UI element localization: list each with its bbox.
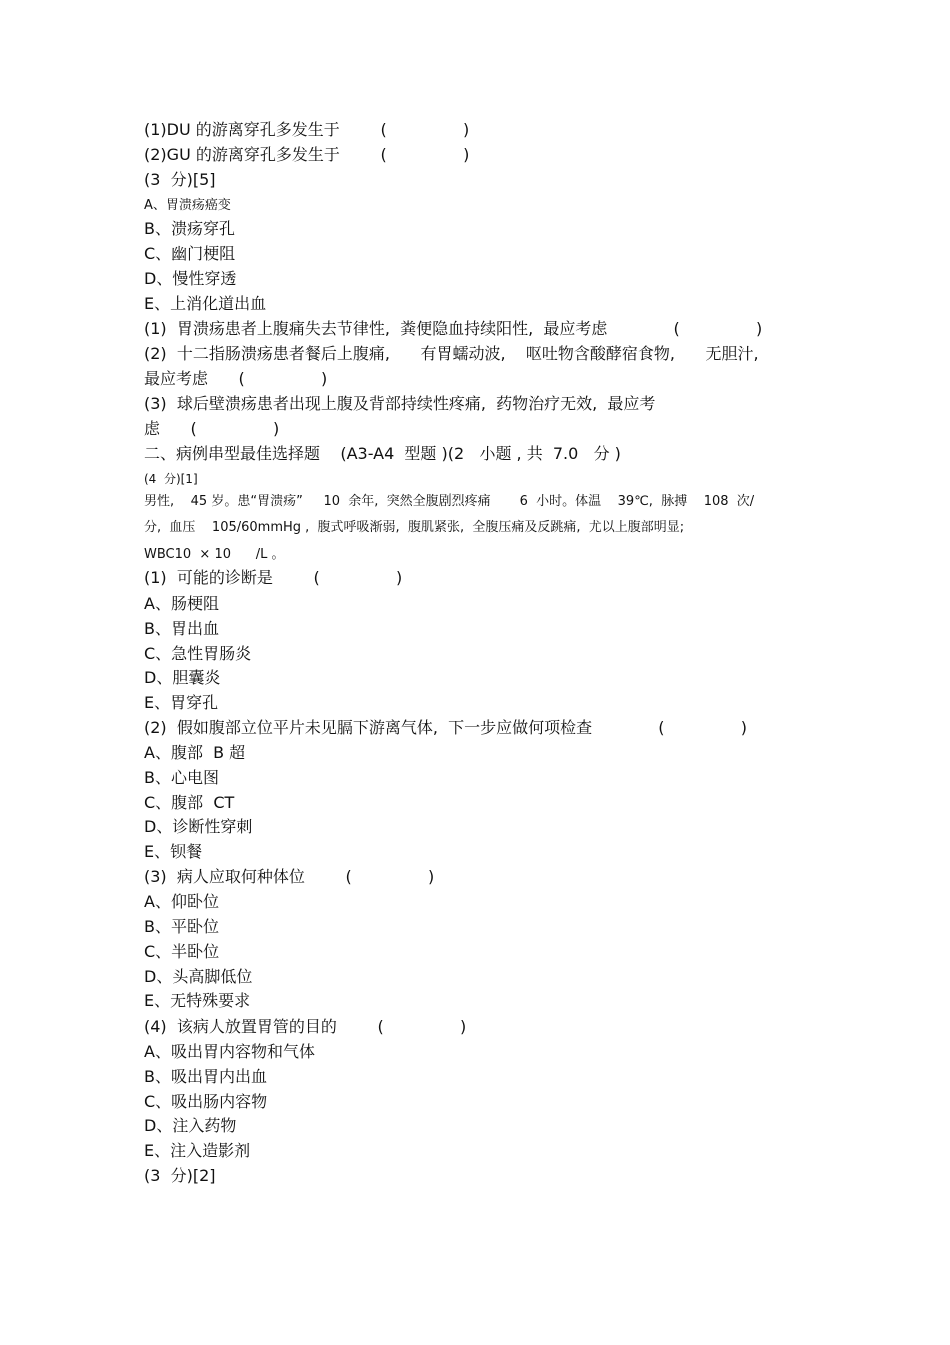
case-text: WBC10 × 10 /L 。 [144, 547, 285, 562]
option-c: C、急性胃肠炎 [144, 644, 252, 663]
score-label: (3 分)[2] [144, 1166, 216, 1185]
option-a: A、仰卧位 [144, 892, 219, 911]
score-label: (4 分)[1] [144, 472, 198, 486]
option-a: A、吸出胃内容物和气体 [144, 1042, 315, 1061]
option-e: E、注入造影剂 [144, 1141, 251, 1160]
option-d: D、诊断性穿刺 [144, 817, 253, 836]
question-2-cont: 最应考虑 ( ) [144, 369, 328, 388]
question-3: (3) 病人应取何种体位 ( ) [144, 867, 435, 886]
option-b: B、吸出胃内出血 [144, 1067, 267, 1086]
option-e: E、胃穿孔 [144, 693, 219, 712]
score-label: (3 分)[5] [144, 170, 216, 189]
option-a: A、肠梗阻 [144, 594, 219, 613]
option-b: B、平卧位 [144, 917, 219, 936]
option-d: D、注入药物 [144, 1116, 237, 1135]
option-d: D、慢性穿透 [144, 269, 237, 288]
option-d: D、头高脚低位 [144, 967, 253, 986]
option-b: B、心电图 [144, 768, 219, 787]
question-2: (2) 假如腹部立位平片未见膈下游离气体, 下一步应做何项检查 ( ) [144, 718, 747, 737]
question-3: (3) 球后壁溃疡患者出现上腹及背部持续性疼痛, 药物治疗无效, 最应考 [144, 394, 656, 413]
option-a: A、胃溃疡癌变 [144, 198, 231, 213]
question-1: (1) 可能的诊断是 ( ) [144, 568, 403, 587]
question-4: (4) 该病人放置胃管的目的 ( ) [144, 1017, 467, 1036]
option-e: E、钡餐 [144, 842, 203, 861]
option-b: B、溃疡穿孔 [144, 219, 235, 238]
question-2: (2) 十二指肠溃疡患者餐后上腹痛, 有胃蠕动波, 呕吐物含酸酵宿食物, 无胆汁, [144, 344, 759, 363]
question-1: (1) 胃溃疡患者上腹痛失去节律性, 粪便隐血持续阳性, 最应考虑 ( ) [144, 319, 763, 338]
option-a: A、腹部 B 超 [144, 743, 246, 762]
section-heading: 二、病例串型最佳选择题 (A3-A4 型题 )(2 小题 , 共 7.0 分 ) [144, 444, 621, 463]
option-b: B、胃出血 [144, 619, 219, 638]
option-e: E、上消化道出血 [144, 294, 267, 313]
case-text: 男性, 45 岁。患“胃溃疡” 10 余年, 突然全腹剧烈疼痛 6 小时。体温 39℃, 脉搏 108 次/ [144, 494, 755, 509]
question-3-cont: 虑 ( ) [144, 419, 280, 438]
question-du-perforation: (1)DU 的游离穿孔多发生于 ( ) [144, 120, 470, 139]
case-text: 分, 血压 105/60mmHg , 腹式呼吸渐弱, 腹肌紧张, 全腹压痛及反跳痛, 尤以上腹部明显; [144, 520, 685, 535]
option-d: D、胆囊炎 [144, 668, 221, 687]
option-c: C、半卧位 [144, 942, 220, 961]
option-e: E、无特殊要求 [144, 991, 251, 1010]
option-c: C、吸出肠内容物 [144, 1092, 268, 1111]
option-c: C、腹部 CT [144, 793, 235, 812]
option-c: C、幽门梗阻 [144, 244, 236, 263]
question-gu-perforation: (2)GU 的游离穿孔多发生于 ( ) [144, 145, 470, 164]
